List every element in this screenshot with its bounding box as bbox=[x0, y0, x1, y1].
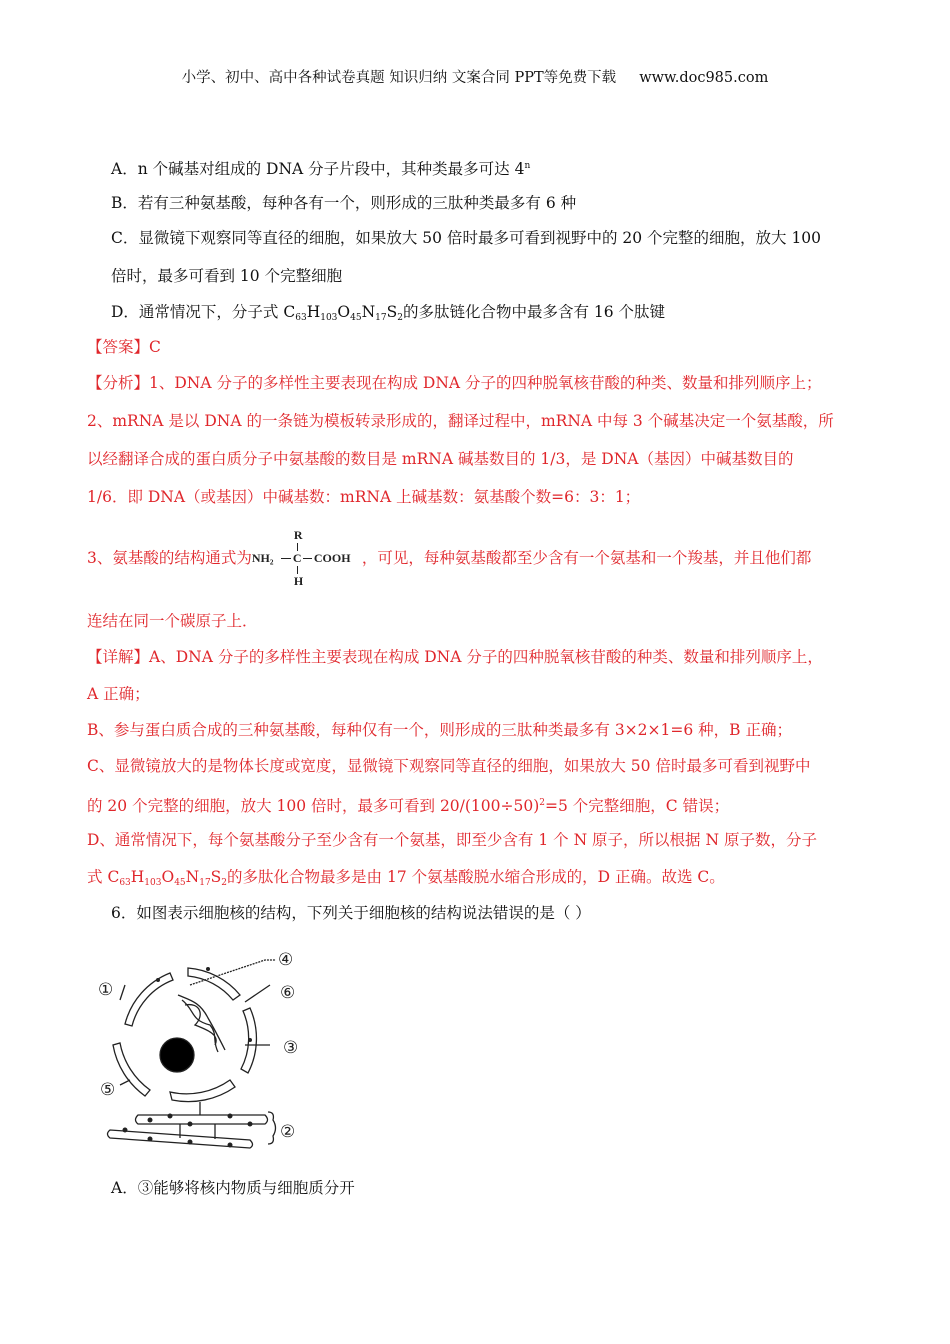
struct-r: R bbox=[293, 528, 303, 542]
nuclear-envelope-segment bbox=[188, 968, 240, 1000]
detail-text: A、DNA 分子的多样性主要表现在构成 DNA 分子的四种脱氧核苷酸的种类、数量和排列顺序上， bbox=[149, 648, 823, 666]
label-2: ② bbox=[280, 1122, 296, 1142]
detail-line-6: D、通常情况下，每个氨基酸分子至少含有一个氨基，即至少含有 1 个 N 原子，所以根据 N 原子数，分子 bbox=[87, 831, 817, 849]
f-c: C bbox=[283, 303, 296, 321]
f-n: N bbox=[361, 303, 376, 321]
f-on: 45 bbox=[350, 313, 362, 323]
struct-c: C bbox=[292, 551, 302, 565]
f-cn: 63 bbox=[295, 313, 307, 323]
label-1: ① bbox=[98, 980, 114, 1000]
analysis-label: 【分析】 bbox=[87, 374, 150, 392]
detail-line-4: C、显微镜放大的是物体长度或宽度，显微镜下观察同等直径的细胞，如果放大 50 倍时最多可看到视野中 bbox=[87, 757, 811, 775]
f-on: 45 bbox=[174, 878, 186, 888]
label-3: ③ bbox=[283, 1038, 299, 1058]
endoplasmic-reticulum bbox=[108, 1115, 268, 1148]
struct-cooh: COOH bbox=[313, 551, 351, 565]
option-d bbox=[111, 302, 665, 328]
f-h: H bbox=[306, 303, 321, 321]
f-nn: 17 bbox=[375, 313, 387, 323]
label-6: ⑥ bbox=[280, 983, 296, 1003]
detail-l5-post: =5 个完整细胞，C 错误； bbox=[545, 797, 730, 815]
f-nn: 17 bbox=[199, 878, 211, 888]
f-hn: 103 bbox=[144, 878, 162, 888]
option-b: B．若有三种氨基酸，每种各有一个，则形成的三肽种类最多有 6 种 bbox=[111, 194, 577, 212]
detail-label: 【详解】 bbox=[87, 648, 150, 666]
nuclear-envelope-segment bbox=[170, 1080, 235, 1102]
answer-label: 【答案】 bbox=[87, 338, 150, 356]
option-c-cont: 倍时，最多可看到 10 个完整细胞 bbox=[111, 267, 343, 285]
analysis-l5-post: ，可见，每种氨基酸都至少含有一个氨基和一个羧基，并且他们都 bbox=[361, 549, 812, 567]
analysis-line-6: 连结在同一个碳原子上． bbox=[87, 612, 258, 630]
question-6: 6．如图表示细胞核的结构，下列关于细胞核的结构说法错误的是（ ） bbox=[111, 904, 591, 922]
detail-l5-pre: 的 20 个完整的细胞，放大 100 倍时，最多可看到 20/(100÷50) bbox=[87, 797, 540, 815]
answer-value: C bbox=[149, 338, 161, 356]
f-cn: 63 bbox=[119, 878, 131, 888]
option-a-text: A．n 个碱基对组成的 DNA 分子片段中，其种类最多可达 4 bbox=[111, 160, 525, 178]
formula bbox=[107, 868, 227, 886]
analysis-line-3: 以经翻译合成的蛋白质分子中氨基酸的数目是 mRNA 碱基数目的 1/3，是 DNA（基因）中碱基数目的 bbox=[87, 450, 794, 468]
option-d-pre: D．通常情况下，分子式 bbox=[111, 303, 284, 321]
header-text: 小学、初中、高中各种试卷真题 知识归纳 文案合同 PPT等免费下载 bbox=[181, 70, 617, 86]
f-o: O bbox=[337, 303, 351, 321]
nucleolus bbox=[160, 1038, 194, 1072]
f-sn: 2 bbox=[397, 313, 403, 323]
detail-line-2: A 正确； bbox=[87, 685, 150, 703]
label-4: ④ bbox=[278, 950, 294, 970]
header-url[interactable]: www.doc985.com bbox=[639, 70, 769, 86]
f-h: H bbox=[130, 868, 145, 886]
nuclear-envelope-segment bbox=[125, 973, 173, 1026]
analysis-line-4: 1/6．即 DNA（或基因）中碱基数：mRNA 上碱基数：氨基酸个数=6：3：1； bbox=[87, 488, 641, 506]
analysis-line-1 bbox=[87, 373, 822, 393]
nuclear-envelope-segment bbox=[113, 1043, 150, 1096]
leader-4 bbox=[190, 960, 276, 985]
page-header bbox=[0, 68, 950, 88]
option-a bbox=[111, 156, 530, 179]
analysis-line-2: 2、mRNA 是以 DNA 的一条链为模板转录形成的，翻译过程中，mRNA 中每 3 个碱基决定一个氨基酸，所 bbox=[87, 412, 834, 430]
label-5: ⑤ bbox=[100, 1080, 116, 1100]
f-hn: 103 bbox=[320, 313, 338, 323]
f-s: S bbox=[210, 868, 222, 886]
detail-l5-sup: 2 bbox=[539, 798, 546, 808]
detail-line-7 bbox=[87, 867, 725, 893]
detail-l7-post: 的多肽化合物最多是由 17 个氨基酸脱水缩合形成的，D 正确。故选 C。 bbox=[227, 868, 725, 886]
f-s: S bbox=[386, 303, 398, 321]
option-d-post: 的多肽链化合物中最多含有 16 个肽键 bbox=[402, 303, 666, 321]
detail-line-5 bbox=[87, 793, 729, 816]
analysis-text: 1、DNA 分子的多样性主要表现在构成 DNA 分子的四种脱氧核苷酸的种类、数量和排列顺序上； bbox=[149, 374, 822, 392]
f-c: C bbox=[107, 868, 120, 886]
f-o: O bbox=[161, 868, 175, 886]
amino-acid-structure bbox=[252, 528, 362, 588]
option-a-sup: n bbox=[524, 161, 531, 171]
detail-line-1 bbox=[87, 647, 823, 667]
question-6-option-a: A．③能够将核内物质与细胞质分开 bbox=[111, 1179, 355, 1197]
struct-h: H bbox=[293, 574, 304, 588]
f-n: N bbox=[185, 868, 200, 886]
analysis-l5-pre: 3、氨基酸的结构通式为 bbox=[87, 549, 252, 567]
f-sn: 2 bbox=[221, 878, 228, 888]
detail-line-3: B、参与蛋白质合成的三种氨基酸，每种仅有一个，则形成的三肽种类最多有 3×2×1=6 种，B 正确； bbox=[87, 721, 792, 739]
option-c: C．显微镜下观察同等直径的细胞，如果放大 50 倍时最多可看到视野中的 20 个完整的细胞，放大 100 bbox=[111, 229, 822, 247]
struct-nh2: NH₂ bbox=[251, 551, 274, 565]
answer bbox=[87, 337, 161, 357]
formula bbox=[283, 303, 403, 321]
analysis-line-5 bbox=[87, 528, 811, 588]
detail-l7-pre: 式 bbox=[87, 868, 108, 886]
nucleus-diagram bbox=[90, 940, 320, 1160]
